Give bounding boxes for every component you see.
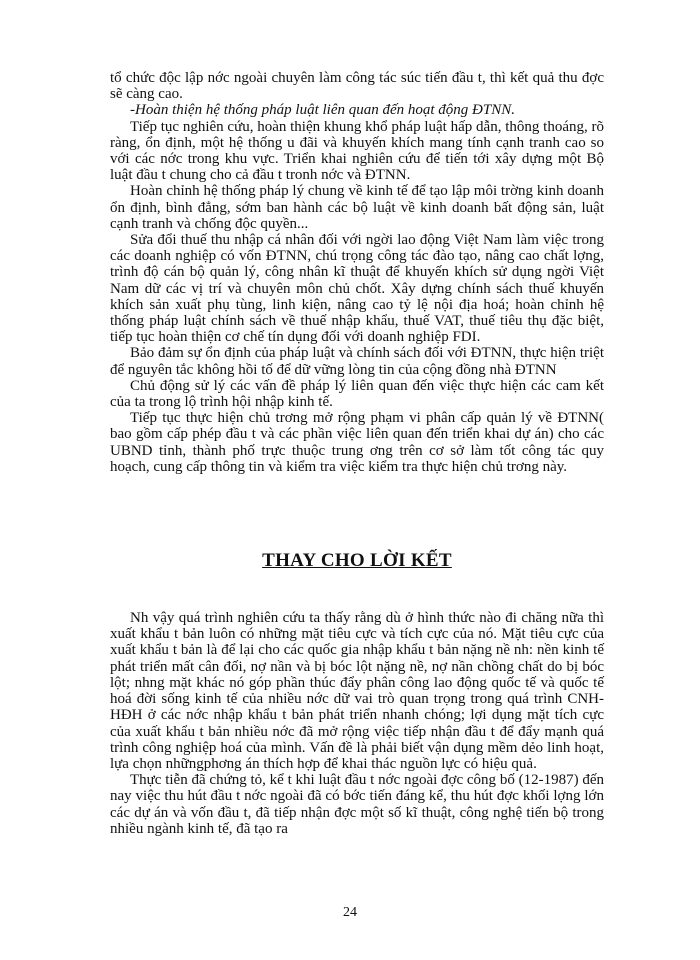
- paragraph: Bảo đảm sự ổn định của pháp luật và chính sách đối với ĐTNN, thực hiện triệt để nguyên tắc không hồi tố để dữ vững lòng tin của cộng đồng nhà ĐTNN: [110, 345, 604, 378]
- paragraph: Nh vậy quá trình nghiên cứu ta thấy rằng dù ở hình thức nào đi chăng nữa thì xuất khẩu t bản luôn có những mặt tiêu cực và tích cực của nó. Mặt tiêu cực của xuất khẩu t bản là để lại cho các quốc gia nhập khẩu t bản nặng nề nh: nền kinh tế phát triển mất cân đối, nợ nần và bị bóc lột nặng nề, nợ nần chồng chất do bị bóc lột; nhng mặt khác nó góp phần thúc đẩy phân công lao động quốc tế và quốc tế hoá đời sống kinh tế của nhiều nớc dữ vai trò quan trọng trong quá trình CNH-HĐH ở các nớc nhập khẩu t bản phát triển nhanh chóng; lợi dụng mặt tích cực của xuất khẩu t bản nhiều nớc đã mở rộng việc tiếp nhận đầu t để đẩy mạnh quá trình công nghiệp hoá của mình. Vấn đề là phải biết vận dụng mềm dẻo linh hoạt, lựa chọn nhữngphơng án thích hợp để khai thác nguồn lực có hiệu quả.: [110, 610, 604, 772]
- paragraph: Chủ động sử lý các vấn đề pháp lý liên quan đến việc thực hiện các cam kết của ta trong lộ trình hội nhập kinh tế.: [110, 377, 604, 411]
- paragraph: tổ chức độc lập nớc ngoài chuyên làm công tác súc tiến đầu t, thì kết quả thu đợc sẽ càng cao.: [110, 70, 604, 103]
- section-legal-reform: [110, 70, 604, 475]
- paragraph: Tiếp tục nghiên cứu, hoàn thiện khung khổ pháp luật hấp dẫn, thông thoáng, rõ ràng, ổn định, một hệ thống u đãi và khuyến khích mang tính cạnh tranh cao so với các nớc trong khu vực. Triển khai nghiên cứu để tiến tới xây dựng một Bộ luật đầu t chung cho cả đầu t tronh nớc và ĐTNN.: [110, 118, 604, 184]
- paragraph: Hoàn chỉnh hệ thống pháp lý chung về kinh tế để tạo lập môi trờng kinh doanh ổn định, bình đẳng, sớm ban hành các bộ luật về kinh doanh bất động sản, luật cạnh tranh và chống độc quyền...: [110, 183, 604, 232]
- section-conclusion: [110, 610, 604, 837]
- section-heading: THAY CHO LỜI KẾT: [262, 550, 452, 572]
- subheading-legal-system: -Hoàn thiện hệ thống pháp luật liên quan đến hoạt động ĐTNN.: [130, 102, 515, 119]
- paragraph: Thực tiễn đã chứng tỏ, kể t khi luật đầu t nớc ngoài đợc công bố (12-1987) đến nay việc thu hút đầu t nớc ngoài đã có bớc tiến đáng kể, thu hút đợc khối lợng lớn các dự án và vốn đầu t, đã tiếp nhận đợc một số kĩ thuật, công nghệ tiến bộ trong nhiều ngành kinh tế, đã tạo ra: [110, 772, 604, 837]
- page-number: 24: [343, 905, 357, 920]
- paragraph: Tiếp tục thực hiện chủ trơng mở rộng phạm vi phân cấp quản lý về ĐTNN( bao gồm cấp phép đầu t và các phần việc liên quan đến triển khai dự án) cho các UBND tỉnh, thành phố trực thuộc trung ơng trên cơ sở làm tốt công tác quy hoạch, cung cấp thông tin và kiểm tra việc kiểm tra thực hiện chủ trơng này.: [110, 410, 604, 475]
- paragraph: Sửa đổi thuế thu nhập cá nhân đối với ngời lao động Việt Nam làm việc trong các doanh nghiệp có vốn ĐTNN, chú trọng công tác đào tạo, nâng cao chất lợng, trình độ cán bộ quản lý, công nhân kĩ thuật để khuyến khích sử dụng ngời Việt Nam dữ các vị trí và chuyên môn chủ chốt. Xây dựng chính sách thuế khuyến khích sản xuất phụ tùng, linh kiện, nâng cao tỷ lệ nội địa hoá; hoàn chỉnh hệ thống pháp luật chính sách về thuế nhập khẩu, thuế VAT, thuế tiêu thụ đặc biệt, tiếp tục hoàn thiện cơ chế tín dụng đối với doanh nghiệp FDI.: [110, 232, 604, 346]
